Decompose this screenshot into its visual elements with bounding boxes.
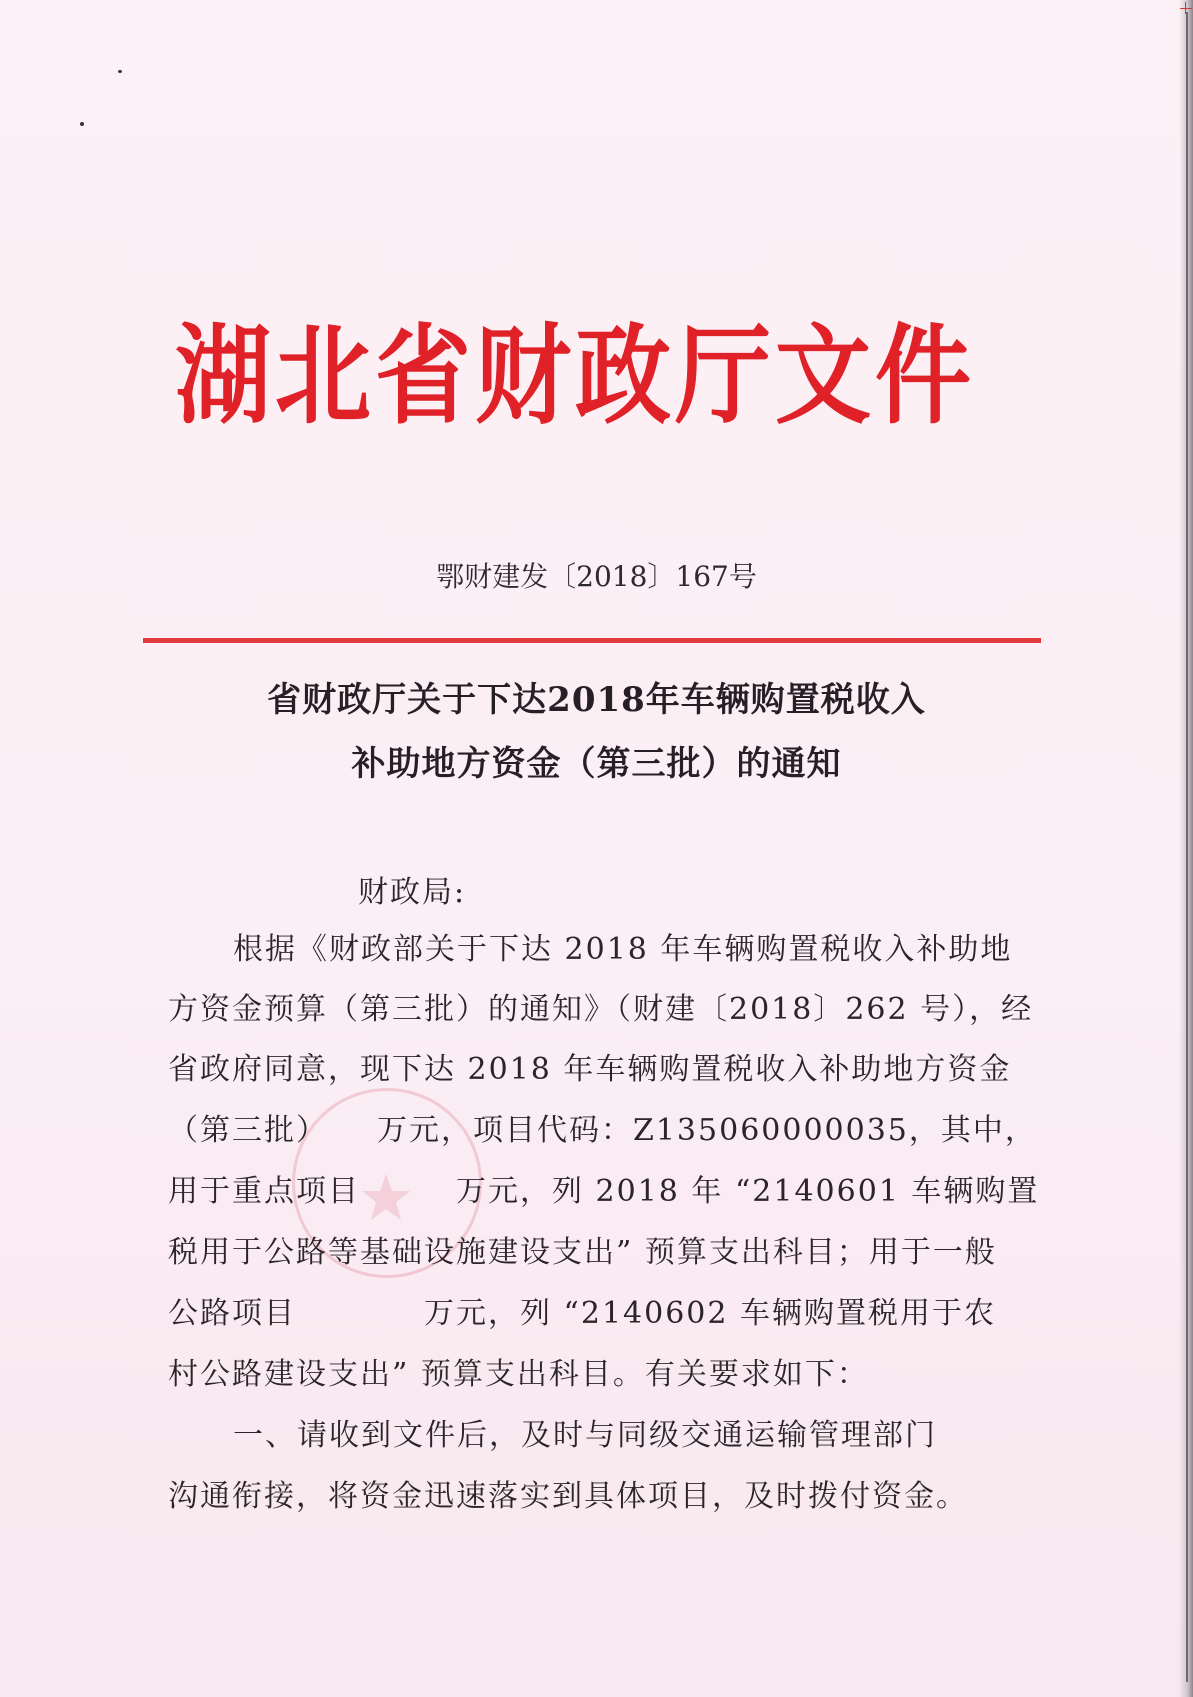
notice-title-line: 补助地方资金（第三批）的通知 [351,744,842,784]
body-line: 村公路建设支出” 预算支出科目。有关要求如下： [168,1357,869,1392]
body-line: 一、请收到文件后，及时与同级交通运输管理部门 [233,1418,937,1453]
body-line: 方资金预算（第三批）的通知》（财建〔2018〕262 号），经 [168,992,1034,1027]
scan-speck [80,122,84,126]
body-line: 公路项目 万元，列 “2140602 车辆购置税用于农 [168,1296,997,1331]
body-line: 根据《财政部关于下达 2018 年车辆购置税收入补助地 [233,932,1013,967]
scan-edge-line [1186,12,1188,1682]
masthead-title: 湖北省财政厅文件 [175,312,975,439]
addressee: 财政局: [358,875,467,910]
crop-mark-icon [1179,0,1193,14]
body-line: 省政府同意，现下达 2018 年车辆购置税收入补助地方资金 [168,1052,1012,1087]
scan-speck [118,70,122,73]
body-line: 税用于公路等基础设施建设支出” 预算支出科目；用于一般 [168,1235,997,1270]
document-number: 鄂财建发〔2018〕167号 [436,560,757,593]
body-line: 用于重点项目 万元，列 2018 年 “2140601 车辆购置 [168,1174,1040,1209]
body-line: 沟通衔接，将资金迅速落实到具体项目，及时拨付资金。 [168,1479,968,1514]
body-line: （第三批） 万元，项目代码：Z135060000035，其中， [168,1113,1037,1148]
red-divider-rule [143,638,1041,643]
notice-title-line: 省财政厅关于下达2018年车辆购置税收入 [267,680,926,720]
